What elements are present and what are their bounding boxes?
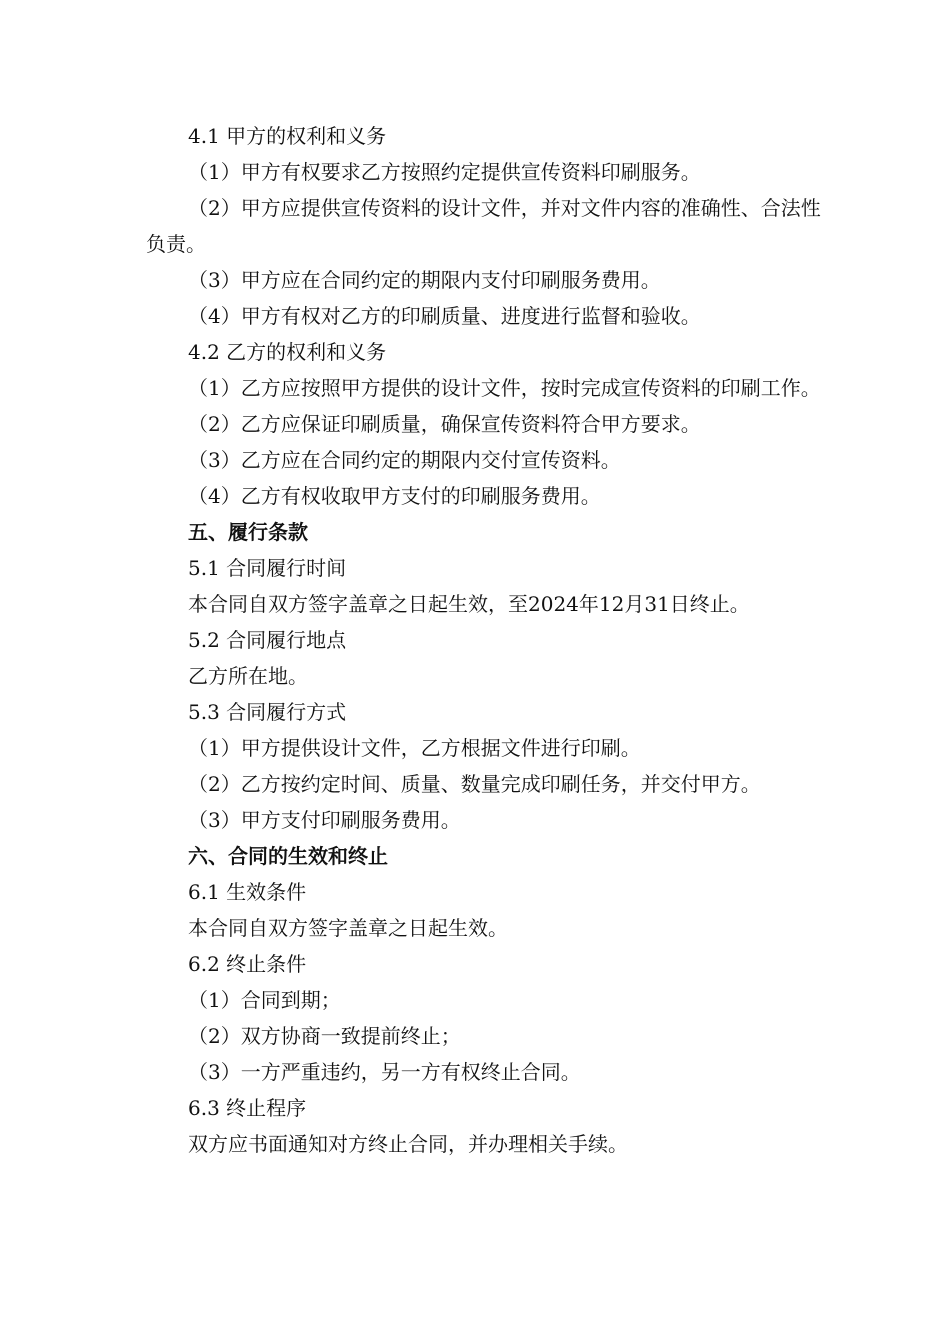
clause-4-2-4: （4）乙方有权收取甲方支付的印刷服务费用。 [188,484,601,508]
document-body [146,118,826,1162]
clause-6-3-text: 双方应书面通知对方终止合同，并办理相关手续。 [188,1132,628,1156]
clause-4-2-1: （1）乙方应按照甲方提供的设计文件，按时完成宣传资料的印刷工作。 [188,376,821,400]
clause-6-2-1: （1）合同到期； [188,988,341,1012]
clause-4-1-4: （4）甲方有权对乙方的印刷质量、进度进行监督和验收。 [188,304,701,328]
section-4-1-heading: 4.1 甲方的权利和义务 [188,124,387,148]
clause-6-1-text: 本合同自双方签字盖章之日起生效。 [188,916,508,940]
clause-4-1-2: （2）甲方应提供宣传资料的设计文件，并对文件内容的准确性、合法性负责。 [146,196,821,256]
section-6-2-heading: 6.2 终止条件 [188,952,307,976]
clause-4-1-1: （1）甲方有权要求乙方按照约定提供宣传资料印刷服务。 [188,160,701,184]
clause-5-1-text: 本合同自双方签字盖章之日起生效，至2024年12月31日终止。 [188,592,750,616]
clause-5-3-2: （2）乙方按约定时间、质量、数量完成印刷任务，并交付甲方。 [188,772,761,796]
clause-5-2-text: 乙方所在地。 [188,664,308,688]
clause-4-2-3: （3）乙方应在合同约定的期限内交付宣传资料。 [188,448,621,472]
section-6-1-heading: 6.1 生效条件 [188,880,307,904]
section-4-2-heading: 4.2 乙方的权利和义务 [188,340,387,364]
section-5-1-heading: 5.1 合同履行时间 [188,556,347,580]
section-5-title: 五、履行条款 [188,520,308,544]
section-6-title: 六、合同的生效和终止 [188,844,388,868]
clause-6-2-2: （2）双方协商一致提前终止； [188,1024,461,1048]
section-6-3-heading: 6.3 终止程序 [188,1096,307,1120]
section-5-3-heading: 5.3 合同履行方式 [188,700,347,724]
clause-6-2-3: （3）一方严重违约，另一方有权终止合同。 [188,1060,581,1084]
clause-4-1-3: （3）甲方应在合同约定的期限内支付印刷服务费用。 [188,268,661,292]
clause-5-3-1: （1）甲方提供设计文件，乙方根据文件进行印刷。 [188,736,641,760]
clause-5-3-3: （3）甲方支付印刷服务费用。 [188,808,461,832]
clause-4-2-2: （2）乙方应保证印刷质量，确保宣传资料符合甲方要求。 [188,412,701,436]
section-5-2-heading: 5.2 合同履行地点 [188,628,347,652]
